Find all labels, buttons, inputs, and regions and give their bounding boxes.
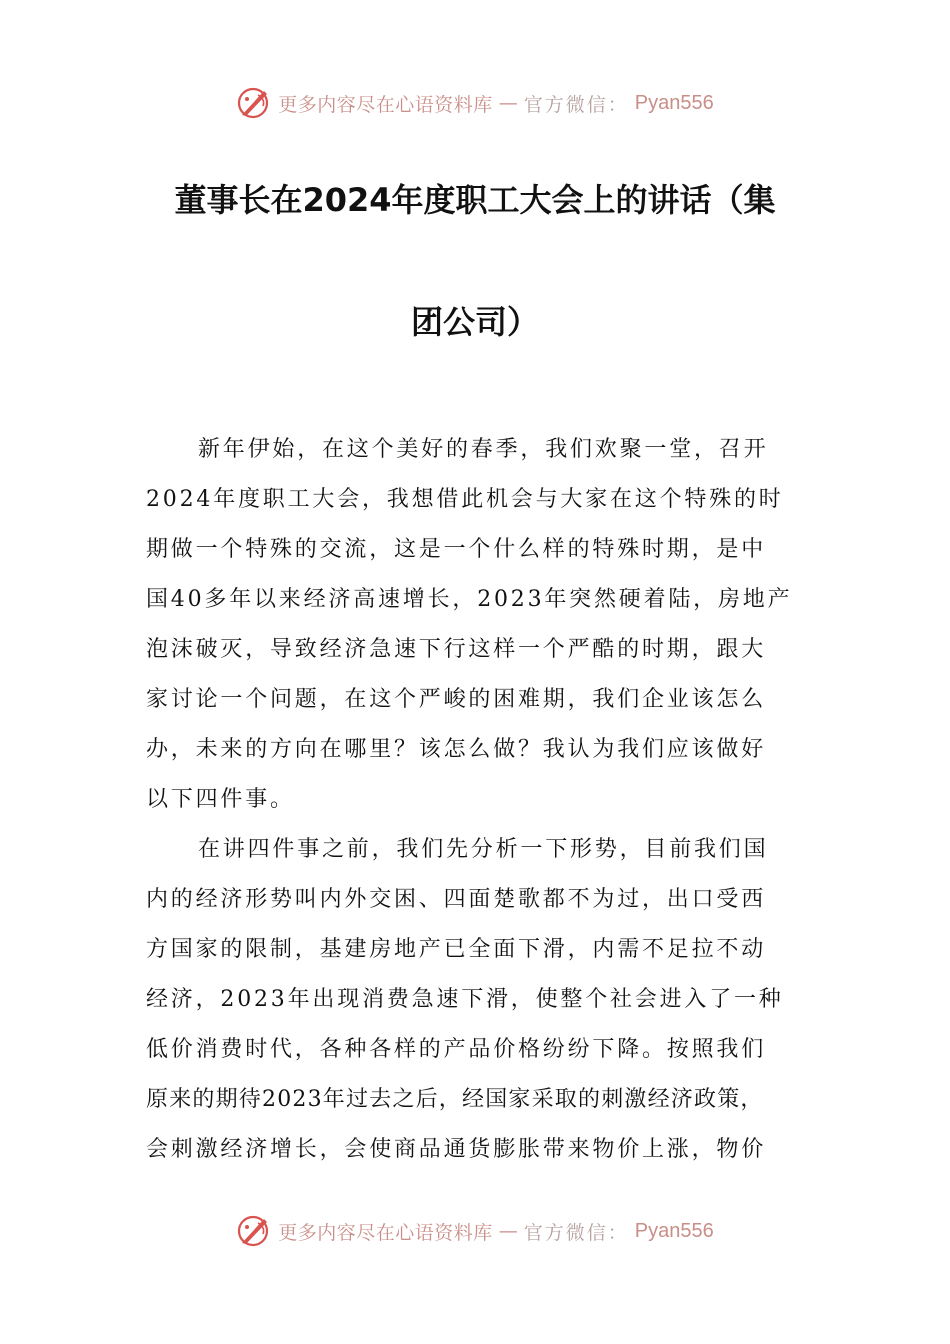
paragraph-line: 办，未来的方向在哪里？该怎么做？我认为我们应该做好 xyxy=(146,737,767,762)
watermark-banner-bottom xyxy=(0,1211,950,1251)
paragraph-line: 会刺激经济增长，会使商品通货膨胀带来物价上涨，物价 xyxy=(146,1137,767,1162)
quill-logo-icon xyxy=(236,1213,272,1249)
paragraph-line: 低价消费时代，各种各样的产品价格纷纷下降。按照我们 xyxy=(146,1037,767,1062)
paragraph-line: 期做一个特殊的交流，这是一个什么样的特殊时期，是中 xyxy=(146,537,767,562)
paragraph-line: 经济，2023年出现消费急速下滑，使整个社会进入了一种 xyxy=(146,987,784,1012)
document-title-line-1: 董事长在2024年度职工大会上的讲话（集 xyxy=(174,181,776,219)
watermark-wechat-id: Pyan556 xyxy=(634,91,714,114)
paragraph-line: 原来的期待2023年过去之后，经国家采取的刺激经济政策， xyxy=(146,1087,764,1112)
paragraph-line: 方国家的限制，基建房地产已全面下滑，内需不足拉不动 xyxy=(146,937,767,962)
watermark-dash: — xyxy=(498,92,518,114)
watermark-banner-top xyxy=(0,83,950,123)
paragraph-line: 家讨论一个问题，在这个严峻的困难期，我们企业该怎么 xyxy=(146,687,767,712)
paragraph-line: 2024年度职工大会，我想借此机会与大家在这个特殊的时 xyxy=(146,487,784,512)
paragraph-line: 国40多年以来经济高速增长，2023年突然硬着陆，房地产 xyxy=(146,587,793,612)
watermark-wechat-id: Pyan556 xyxy=(634,1219,714,1242)
paragraph-line: 以下四件事。 xyxy=(146,787,295,812)
paragraph-line: 内的经济形势叫内外交困、四面楚歌都不为过，出口受西 xyxy=(146,887,767,912)
paragraph-line: 在讲四件事之前，我们先分析一下形势，目前我们国 xyxy=(198,837,769,862)
paragraph-line: 新年伊始，在这个美好的春季，我们欢聚一堂，召开 xyxy=(198,437,769,462)
watermark-site-text: 更多内容尽在心语资料库 xyxy=(278,1221,493,1244)
paragraph-2 xyxy=(146,825,808,1175)
paragraph-line: 泡沫破灭，导致经济急速下行这样一个严酷的时期，跟大 xyxy=(146,637,767,662)
document-title-line-2: 团公司） xyxy=(410,303,539,341)
watermark-official-label: 官方微信： xyxy=(523,93,629,116)
watermark-site-text: 更多内容尽在心语资料库 xyxy=(278,93,493,116)
watermark-official-label: 官方微信： xyxy=(523,1221,629,1244)
paragraph-1 xyxy=(146,425,808,825)
quill-logo-icon xyxy=(236,85,272,121)
watermark-dash: — xyxy=(498,1220,518,1242)
